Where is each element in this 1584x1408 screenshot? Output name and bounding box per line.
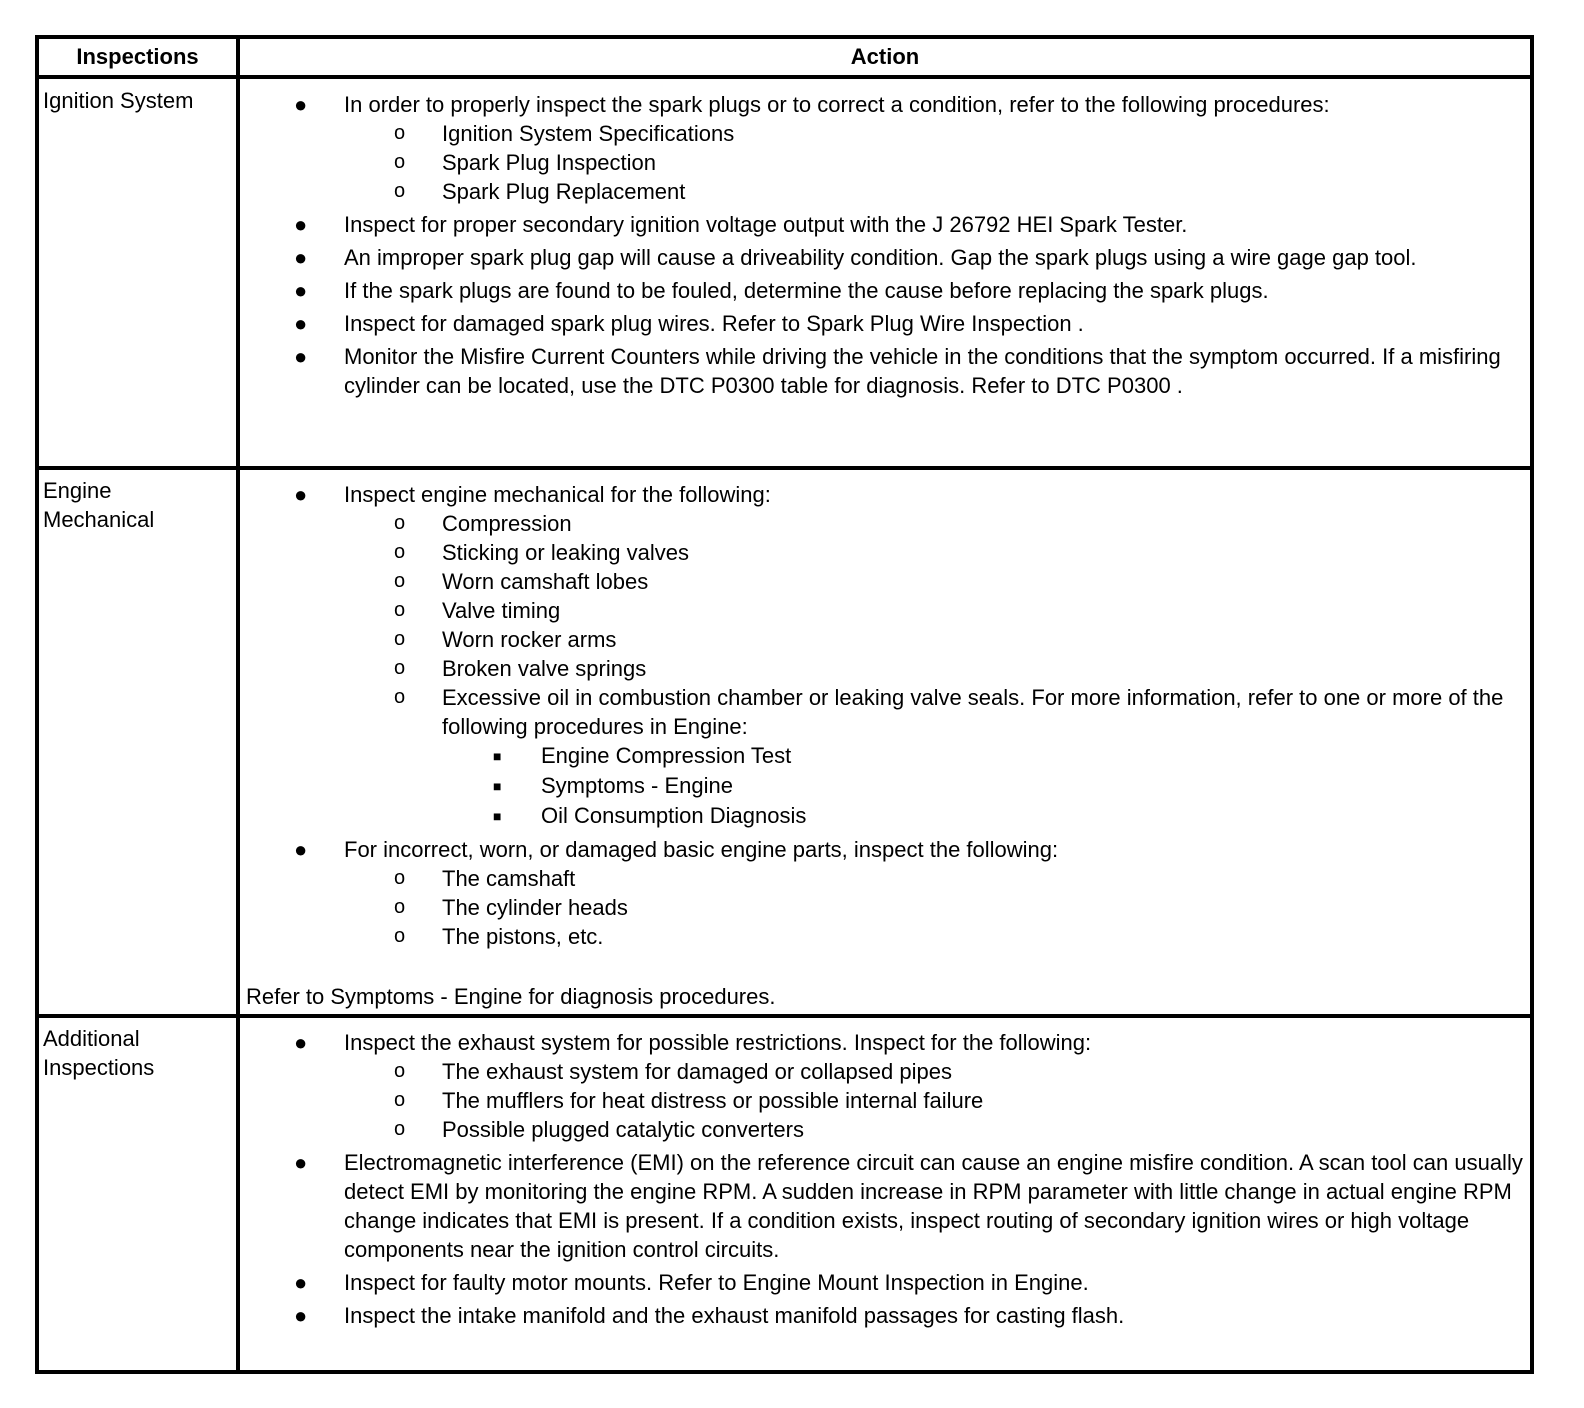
header-action: Action <box>850 44 920 69</box>
list-item: ● If the spark plugs are found to be fouled, determine the cause before replacing the spark plugs. <box>294 278 1269 303</box>
list-item: ● Inspect for damaged spark plug wires. Refer to Spark Plug Wire Inspection . <box>294 311 1084 336</box>
sub-list-item: o The exhaust system for damaged or collapsed pipes <box>394 1059 952 1084</box>
bullet-icon: ● <box>294 482 308 507</box>
circle-bullet-icon: o <box>394 896 406 918</box>
header-inspections: Inspections <box>76 44 199 69</box>
action-cell-ignition-system <box>240 90 1526 404</box>
circle-bullet-icon: o <box>394 1060 406 1082</box>
circle-bullet-icon: o <box>394 1118 406 1140</box>
list-item: ● Inspect engine mechanical for the following: o Compression o Sticking or leaking valves o Worn camshaft lobes o Valve timing o Worn rocker arms o Broken valve springs o Excessive oil in combustion chamber or leaking valve seals. For more information, refer to one or more of the following procedures in Engine: ■ Engine Compression Test ■ Symptoms - Engine ■ Oil Consumption Diagnosis <box>240 480 1526 831</box>
bullet-icon: ● <box>294 92 308 117</box>
bullet-icon: ● <box>294 278 308 303</box>
action-cell-additional-inspections <box>240 1028 1526 1334</box>
circle-bullet-icon: o <box>394 512 406 534</box>
sub-list-item: o The cylinder heads <box>394 895 628 920</box>
list-item: ● Inspect the intake manifold and the exhaust manifold passages for casting flash. <box>294 1303 1125 1328</box>
sub-list-item: o Excessive oil in combustion chamber or leaking valve seals. For more information, refer to one or more of the following procedures in Engine: ■ Engine Compression Test ■ Symptoms - Engine ■ Oil Consumption Diagnosis <box>344 683 1526 831</box>
bullet-icon: ● <box>294 344 308 369</box>
sub-list-item: o Spark Plug Replacement <box>394 179 686 204</box>
row-divider <box>39 75 1530 79</box>
action-cell-engine-mechanical <box>240 480 1526 1009</box>
bullet-icon: ● <box>294 837 308 862</box>
sub-list-item: o Compression <box>394 511 572 536</box>
row-divider <box>39 466 1530 470</box>
sub-list-item: o Worn camshaft lobes <box>394 569 649 594</box>
sub-list-item: o The camshaft <box>394 866 576 891</box>
sub-list-item: o The mufflers for heat distress or possible internal failure <box>394 1088 984 1113</box>
bullet-icon: ● <box>294 311 308 336</box>
circle-bullet-icon: o <box>394 1089 406 1111</box>
list-item: ● An improper spark plug gap will cause a driveability condition. Gap the spark plugs using a wire gage gap tool. <box>294 245 1417 270</box>
list-item: ● Electromagnetic interference (EMI) on the reference circuit can cause an engine misfire condition. A scan tool can usually detect EMI by monitoring the engine RPM. A sudden increase in RPM parameter with little change in actual engine RPM change indicates that EMI is present. If a condition exists, inspect routing of secondary ignition wires or high voltage components near the ignition control circuits. <box>294 1150 1523 1262</box>
sub-list-item: o Spark Plug Inspection <box>394 150 657 175</box>
sub-list-item: o Possible plugged catalytic converters <box>394 1117 804 1142</box>
bullet-icon: ● <box>294 245 308 270</box>
sub-list-item: o Ignition System Specifications <box>394 121 735 146</box>
circle-bullet-icon: o <box>394 867 406 889</box>
circle-bullet-icon: o <box>394 570 406 592</box>
row-divider <box>39 1014 1530 1018</box>
circle-bullet-icon: o <box>394 122 406 144</box>
list-item: ● For incorrect, worn, or damaged basic engine parts, inspect the following: o The camshaft o The cylinder heads o The pistons, etc. <box>240 835 1526 951</box>
circle-bullet-icon: o <box>394 925 406 947</box>
square-bullet-icon: ■ <box>493 808 502 824</box>
sub-list-item: o Sticking or leaking valves <box>394 540 690 565</box>
sub-list-item: o Broken valve springs <box>394 656 647 681</box>
sub-sub-list-item: ■ Oil Consumption Diagnosis <box>442 801 1526 831</box>
row-label-engine-mechanical: Engine Mechanical <box>43 478 155 532</box>
list-item: ● Inspect for faulty motor mounts. Refer to Engine Mount Inspection in Engine. <box>294 1270 1089 1295</box>
sub-sub-list-item: ■ Engine Compression Test <box>442 741 1526 771</box>
inspection-table <box>35 35 1534 1374</box>
bullet-icon: ● <box>294 1270 308 1295</box>
square-bullet-icon: ■ <box>493 778 502 794</box>
circle-bullet-icon: o <box>394 657 406 679</box>
circle-bullet-icon: o <box>394 151 406 173</box>
circle-bullet-icon: o <box>394 686 406 708</box>
sub-list-item: o Valve timing <box>394 598 561 623</box>
list-item: ● In order to properly inspect the spark plugs or to correct a condition, refer to the following procedures: o Ignition System Specifications o Spark Plug Inspection o Spark Plug Replacement <box>240 90 1526 206</box>
circle-bullet-icon: o <box>394 180 406 202</box>
row-label-ignition-system: Ignition System <box>43 88 194 113</box>
square-bullet-icon: ■ <box>493 748 502 764</box>
circle-bullet-icon: o <box>394 628 406 650</box>
list-item: ● Inspect for proper secondary ignition voltage output with the J 26792 HEI Spark Tester. <box>294 212 1188 237</box>
bullet-icon: ● <box>294 1030 308 1055</box>
list-item: ● Monitor the Misfire Current Counters while driving the vehicle in the conditions that the symptom occurred. If a misfiring cylinder can be located, use the DTC P0300 table for diagnosis. Refer to DTC P0300 . <box>294 344 1501 398</box>
bullet-icon: ● <box>294 1150 308 1175</box>
sub-list-item: o The pistons, etc. <box>394 924 604 949</box>
list-item: ● Inspect the exhaust system for possible restrictions. Inspect for the following: o The exhaust system for damaged or collapsed pipes o The mufflers for heat distress or possible internal failure o Possible plugged catalytic converters <box>240 1028 1526 1144</box>
sub-list-item: o Worn rocker arms <box>394 627 617 652</box>
bullet-icon: ● <box>294 1303 308 1328</box>
sub-sub-list-item: ■ Symptoms - Engine <box>442 771 1526 801</box>
circle-bullet-icon: o <box>394 541 406 563</box>
trailing-note: Refer to Symptoms - Engine for diagnosis procedures. <box>246 984 776 1009</box>
row-label-additional-inspections: Additional Inspections <box>43 1026 155 1080</box>
bullet-icon: ● <box>294 212 308 237</box>
circle-bullet-icon: o <box>394 599 406 621</box>
